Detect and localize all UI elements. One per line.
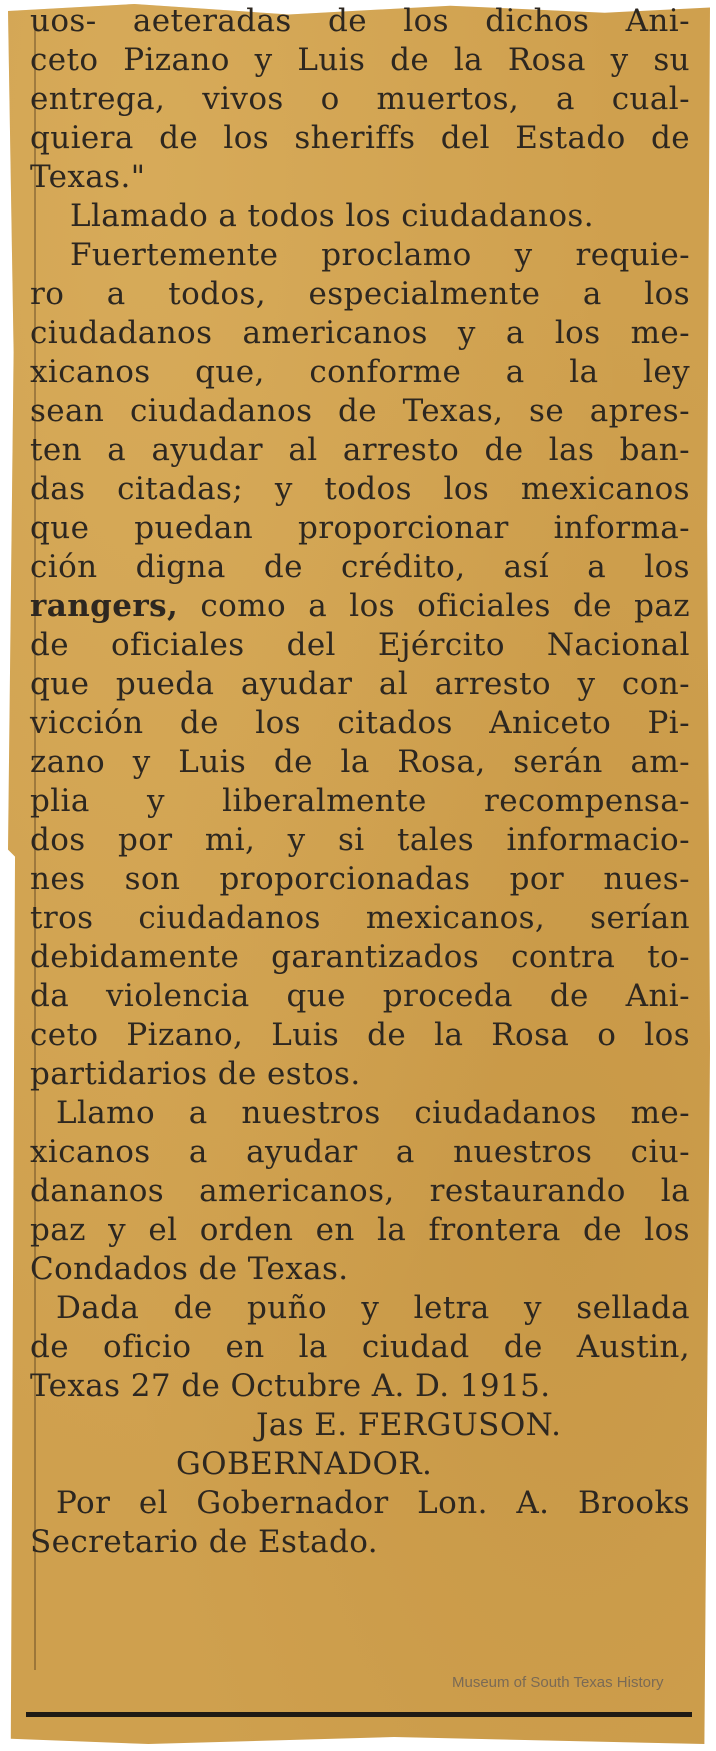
text-line: nes son proporcionadas por nues- — [30, 861, 690, 897]
text-line: ceto Pizano, Luis de la Rosa o los — [30, 1017, 690, 1053]
signature-name: Jas E. FERGUSON. — [256, 1407, 562, 1443]
text-line: ción digna de crédito, así a los — [30, 549, 690, 585]
text-line: vicción de los citados Aniceto Pi- — [30, 705, 690, 741]
article-body — [30, 2, 690, 1562]
countersign-line: Por el Gobernador Lon. A. Brooks — [56, 1485, 690, 1521]
text-line: zano y Luis de la Rosa, serán am- — [30, 744, 690, 780]
text-line: Llamo a nuestros ciudadanos me- — [56, 1095, 690, 1131]
text-line: Texas 27 de Octubre A. D. 1915. — [30, 1368, 551, 1404]
section-heading: Llamado a todos los ciudadanos. — [70, 198, 594, 234]
text-line: Fuertemente proclamo y requie- — [70, 237, 690, 273]
text-line: tros ciudadanos mexicanos, serían — [30, 900, 690, 936]
text-line: que puedan proporcionar informa- — [30, 510, 690, 546]
text-line: entrega, vivos o muertos, a cual- — [30, 81, 690, 117]
text-line: debidamente garantizados contra to- — [30, 939, 690, 975]
text-line: de oficiales del Ejército Nacional — [30, 627, 690, 663]
museum-watermark: Museum of South Texas History — [452, 1674, 664, 1691]
text-line: que pueda ayudar al arresto y con- — [30, 666, 690, 702]
text-line: dos por mi, y si tales informacio- — [30, 822, 690, 858]
text-line: xicanos a ayudar a nuestros ciu- — [30, 1134, 690, 1170]
text-line: ceto Pizano y Luis de la Rosa y su — [30, 42, 690, 78]
signature-title: GOBERNADOR. — [176, 1446, 433, 1482]
text-line — [30, 587, 690, 626]
text-fragment: como a los oficiales de paz — [178, 588, 690, 624]
text-line: de oficio en la ciudad de Austin, — [30, 1329, 690, 1365]
text-line: das citadas; y todos los mexicanos — [30, 471, 690, 507]
text-line: da violencia que proceda de Ani- — [30, 978, 690, 1014]
bold-word-rangers: rangers, — [30, 588, 179, 624]
text-line: Condados de Texas. — [30, 1251, 349, 1287]
text-line: partidarios de estos. — [30, 1056, 361, 1092]
text-line: ciudadanos americanos y a los me- — [30, 315, 690, 351]
text-line: sean ciudadanos de Texas, se apres- — [30, 393, 690, 429]
text-line: paz y el orden en la frontera de los — [30, 1212, 690, 1248]
text-line: xicanos que, conforme a la ley — [30, 354, 690, 390]
text-line: Texas." — [30, 159, 146, 195]
text-line: dananos americanos, restaurando la — [30, 1173, 690, 1209]
bottom-rule — [26, 1712, 692, 1717]
text-line: quiera de los sheriffs del Estado de — [30, 120, 690, 156]
text-line: ro a todos, especialmente a los — [30, 276, 690, 312]
text-line: uos- aeteradas de los dichos Ani- — [30, 3, 690, 39]
countersign-title: Secretario de Estado. — [30, 1524, 379, 1560]
text-line: ten a ayudar al arresto de las ban- — [30, 432, 690, 468]
text-line: plia y liberalmente recompensa- — [30, 783, 690, 819]
text-line: Dada de puño y letra y sellada — [56, 1290, 690, 1326]
